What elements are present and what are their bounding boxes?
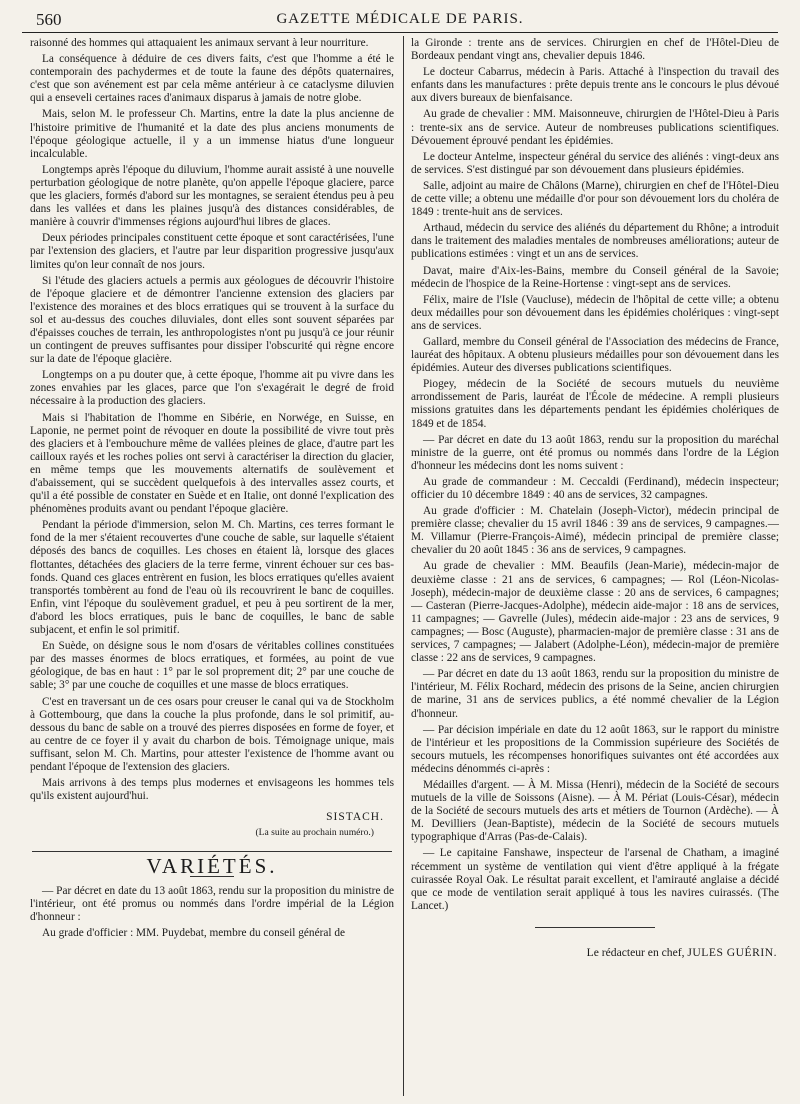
paragraph: raisonné des hommes qui attaquaient les animaux servant à leur nourriture. <box>30 37 369 49</box>
paragraph: — Par décret en date du 13 août 1863, rendu sur la proposition du maréchal ministre de la guerre, ont été promus ou nommés dans l'ordre de la Légion d'honneur les médecins dont les noms suivent : <box>411 433 779 472</box>
paragraph: Davat, maire d'Aix-les-Bains, membre du Conseil général de la Savoie; médecin de l'hospice de la Reine-Hortense : vingt-sept ans de services. <box>411 264 779 290</box>
continuation-note: (La suite au prochain numéro.) <box>255 827 374 839</box>
paragraph: Mais, selon M. le professeur Ch. Martins, entre la date la plus ancienne de l'histoire primitive de l'humanité et la date des plus anciens monuments de l'époque géologique actuelle, il y a un immense hiatus d'une longueur incalculable. <box>30 108 394 160</box>
editor-name: JULES GUÉRIN. <box>687 945 777 959</box>
paragraph: Longtemps on a pu douter que, à cette époque, l'homme ait pu vivre dans les zones envahies par les glaces, parce que l'on s'exagérait le degré de froid nécessaire à la production des glaciers. <box>30 369 394 408</box>
column-divider <box>403 36 404 1096</box>
section-title: VARIÉTÉS. <box>146 854 278 879</box>
paragraph: — Par décision impériale en date du 12 août 1863, sur le rapport du ministre de l'intérieur et les propositions de la Commission supérieure des Sociétés de secours mutuels, les récompenses honorifiques suivantes ont été accordées aux médecins dénommés ci-après : <box>411 723 779 775</box>
paragraph: Pendant la période d'immersion, selon M. Ch. Martins, ces terres formant le fond de la mer s'étaient recouvertes d'une couche de sable, sur laquelle s'étaient déposés des bancs de coquilles. Les choses en étaient là, lorsque des glaces flottantes, détachées des glaciers de la terre ferme, vinrent échouer sur ces bas-fonds. Quand ces glaces entrèrent en fusion, les blocs erratiques qu'elles avaient transportés tombèrent au fond de l'eau où ils recouvrirent le banc de coquilles. Enfin, vint l'époque du soulèvement graduel, et peu à peu sortirent de la mer, d'abord les blocs erratiques, puis le banc de coquilles, le banc de sable subjacent, et enfin le sol primitif. <box>30 519 394 637</box>
paragraph: Mais arrivons à des temps plus modernes et envisageons les hommes tels qu'ils existent aujourd'hui. <box>30 777 394 803</box>
paragraph: — Par décret en date du 13 août 1863, rendu sur la proposition du ministre de l'intérieur, M. Félix Rochard, médecin des prisons de la Seine, ancien chirurgien de marine, 31 ans de services publics, a été nommé chevalier de la Légion d'honneur. <box>411 668 779 720</box>
paragraph: — Par décret en date du 13 août 1863, rendu sur la proposition du ministre de l'intérieur, ont été promus ou nommés dans l'ordre impérial de la Légion d'honneur : <box>30 884 394 923</box>
running-title: GAZETTE MÉDICALE DE PARIS. <box>276 11 524 27</box>
paragraph: Au grade de chevalier : MM. Beaufils (Jean-Marie), médecin-major de deuxième classe : 21 ans de services, 6 campagnes; — Rol (Léon-Nicolas-Joseph), médecin-major de deuxième classe : 20 ans de services, 6 campagnes; — Casteran (Pierre-Jacques-Adolphe), médecin aide-major : 18 ans de services, 11 campagnes; — Gavrelle (Jules), médecin aide-major : 23 ans de services, 9 campagnes; — Bosc (Auguste), pharmacien-major de première classe : 31 ans de services, 7 campagnes; — Jalabert (Adolphe-Léon), médecin-major de première classe : 22 ans de services, 9 campagnes. <box>411 560 779 665</box>
paragraph: Au grade d'officier : M. Chatelain (Joseph-Victor), médecin principal de première classe; chevalier du 15 avril 1846 : 39 ans de services, 9 campagnes.—M. Villamur (Pierre-François-Aimé), médecin principal de première classe; chevalier du 20 août 1845 : 36 ans de services, 9 campagnes. <box>411 505 779 557</box>
closing-divider <box>535 927 655 928</box>
paragraph: Le docteur Cabarrus, médecin à Paris. Attaché à l'inspection du travail des enfants dans les manufactures : prête depuis trente ans le concours le plus dévoué aux divers bureaux de bienfaisance. <box>411 66 779 105</box>
author-signature: SISTACH. <box>326 811 384 824</box>
paragraph: En Suède, on désigne sous le nom d'osars de véritables collines constituées par des masses énormes de blocs erratiques, et formées, au point de vue géologique, de bas en haut : 1° par le sol proprement dit; 2° par une couche de sable; 3° par une couche de coquilles et une masse de blocs erratiques. <box>30 640 394 692</box>
right-column <box>411 37 779 1096</box>
page-number: 560 <box>36 10 62 29</box>
paragraph: Longtemps après l'époque du diluvium, l'homme aurait assisté à une nouvelle perturbation géologique de notre planète, qu'on appelle l'époque glaciere, parce que les glaciers, formés d'abord sur les montagnes, se seraient étendus peu à peu dans les vallées et dans les plaines jusqu'à des distances considérables, de manière à couvrir d'immenses régions aujourd'hui libres de glaces. <box>30 163 394 229</box>
paragraph: Deux périodes principales constituent cette époque et sont caractérisées, l'une par l'extension des glaciers, et l'autre par leur disparition progressive jusqu'aux limites qu'on leur connaît de nos jours. <box>30 232 394 271</box>
paragraph: Médailles d'argent. — À M. Missa (Henri), médecin de la Société de secours mutuels de la ville de Soissons (Aisne). — À M. Périat (Louis-César), médecin de la Société de secours mutuels des arts et métiers de Tournon (Ardèche). — À M. Devilliers (Jean-Baptiste), médecin de la Société de secours mutuels typographique d'Arras (Pas-de-Calais). <box>411 778 779 844</box>
paragraph: Félix, maire de l'Isle (Vaucluse), médecin de l'hôpital de cette ville; a obtenu deux médailles pour son dévouement dans les épidémies cholériques : vingt-sept ans de services. <box>411 293 779 332</box>
paragraph: Au grade de commandeur : M. Ceccaldi (Ferdinand), médecin inspecteur; officier du 10 décembre 1849 : 40 ans de services, 32 campagnes. <box>411 475 779 501</box>
paragraph: Au grade de chevalier : MM. Maisonneuve, chirurgien de l'Hôtel-Dieu à Paris : trente-six ans de service. Auteur de nombreuses publications scientifiques. Dévouement éprouvé pendant les épidémies. <box>411 108 779 147</box>
paragraph: Gallard, membre du Conseil général de l'Association des médecins de France, lauréat des hôpitaux. A obtenu plusieurs médailles pour son dévouement dans les épidémies. Auteur des diverses publications scientifiques. <box>411 335 779 375</box>
paragraph: Piogey, médecin de la Société de secours mutuels du neuvième arrondissement de Paris, lauréat de l'École de médecine. A rempli plusieurs missions gratuites dans les départements pendant les épidémies cholériques de 1849 et de 1854. <box>411 378 779 430</box>
paragraph: la Gironde : trente ans de services. Chirurgien en chef de l'Hôtel-Dieu de Bordeaux pendant vingt ans, chevalier depuis 1846. <box>411 37 779 63</box>
paragraph: Salle, adjoint au maire de Châlons (Marne), chirurgien en chef de l'Hôtel-Dieu de cette ville; a obtenu une médaille d'or pour son dévouement lors du choléra de 1849 : trente-huit ans de services. <box>411 179 779 219</box>
left-column <box>30 37 394 1096</box>
paragraph: Mais si l'habitation de l'homme en Sibérie, en Norwége, en Suisse, en Laponie, ne permet point de révoquer en doute la possibilité de vivre tout près des glaciers et à l'embouchure même de vallées pleines de glace, d'autre part les cailloux rayés et les roches polies ont servi à caractériser la direction du glacier, en même temps que les mouvements alternatifs de soulèvement et d'abaissement, qui se succèdent quelquefois à des intervalles assez courts, et qu'il a été possible de constater en Suède et en Italie, ont donné l'explication des phénomènes produits avant ou pendant l'époque glacière. <box>30 411 394 516</box>
paragraph: — Le capitaine Fanshawe, inspecteur de l'arsenal de Chatham, a imaginé récemment un système de ventilation qui vient d'être appliqué à la frégate cuirassée Royal Oak. Le résultat parait excellent, et l'amirauté anglaise a décidé que ce mode de ventilation serait appliqué à tous les navires cuirassés. (The Lancet.) <box>411 847 779 912</box>
paragraph: C'est en traversant un de ces osars pour creuser le canal qui va de Stockholm à Gottembourg, que dans la couche la plus profonde, dans le sol primitif, au-dessous du banc de sable on a trouvé des pierres disposées en forme de foyer, et au centre de ce foyer il y avait du charbon de bois. Témoignage unique, mais suffisant, selon M. Ch. Martins, pour attester l'existence de l'homme avant ou pendant l'époque de l'extension des glaciers. <box>30 695 394 773</box>
editor-label: Le rédacteur en chef, <box>586 945 685 959</box>
paragraph: La conséquence à déduire de ces divers faits, c'est que l'homme a été le contemporain des pachydermes et de toute la faune des dépôts quaternaires, c'est que son avénement est par cela même antérieur à ce cataclysme diluvien qui a enseveli certaines races d'animaux disparus à jamais de notre globe. <box>30 53 394 105</box>
paragraph: Le docteur Antelme, inspecteur général du service des aliénés : vingt-deux ans de services. S'est distingué par son dévouement dans plusieurs épidémies. <box>411 150 779 176</box>
section-divider <box>32 851 392 852</box>
editor-signature <box>411 946 777 959</box>
paragraph: Si l'étude des glaciers actuels a permis aux géologues de découvrir l'histoire de l'époque glaciere et de démontrer l'ancienne extension des glaciers par l'existence des moraines et des blocs erratiques qui se trouvent à la surface du sol et au-dessus des couches diluviales, dont elles sont souvent séparées par d'épaisses couches de terrain, les anthropologistes n'ont pu jusqu'à ce jour réunir un contingent de preuves suffisantes pour dissiper l'obscurité qui règne encore sur la date de l'époque glacière. <box>30 274 394 366</box>
paragraph: Arthaud, médecin du service des aliénés du département du Rhône; a introduit dans le traitement des maladies mentales de nombreuses améliorations; auteur de publications estimées : vingt et un ans de services. <box>411 222 779 261</box>
page-header <box>22 10 778 33</box>
paragraph: Au grade d'officier : MM. Puydebat, membre du conseil général de <box>42 926 345 939</box>
